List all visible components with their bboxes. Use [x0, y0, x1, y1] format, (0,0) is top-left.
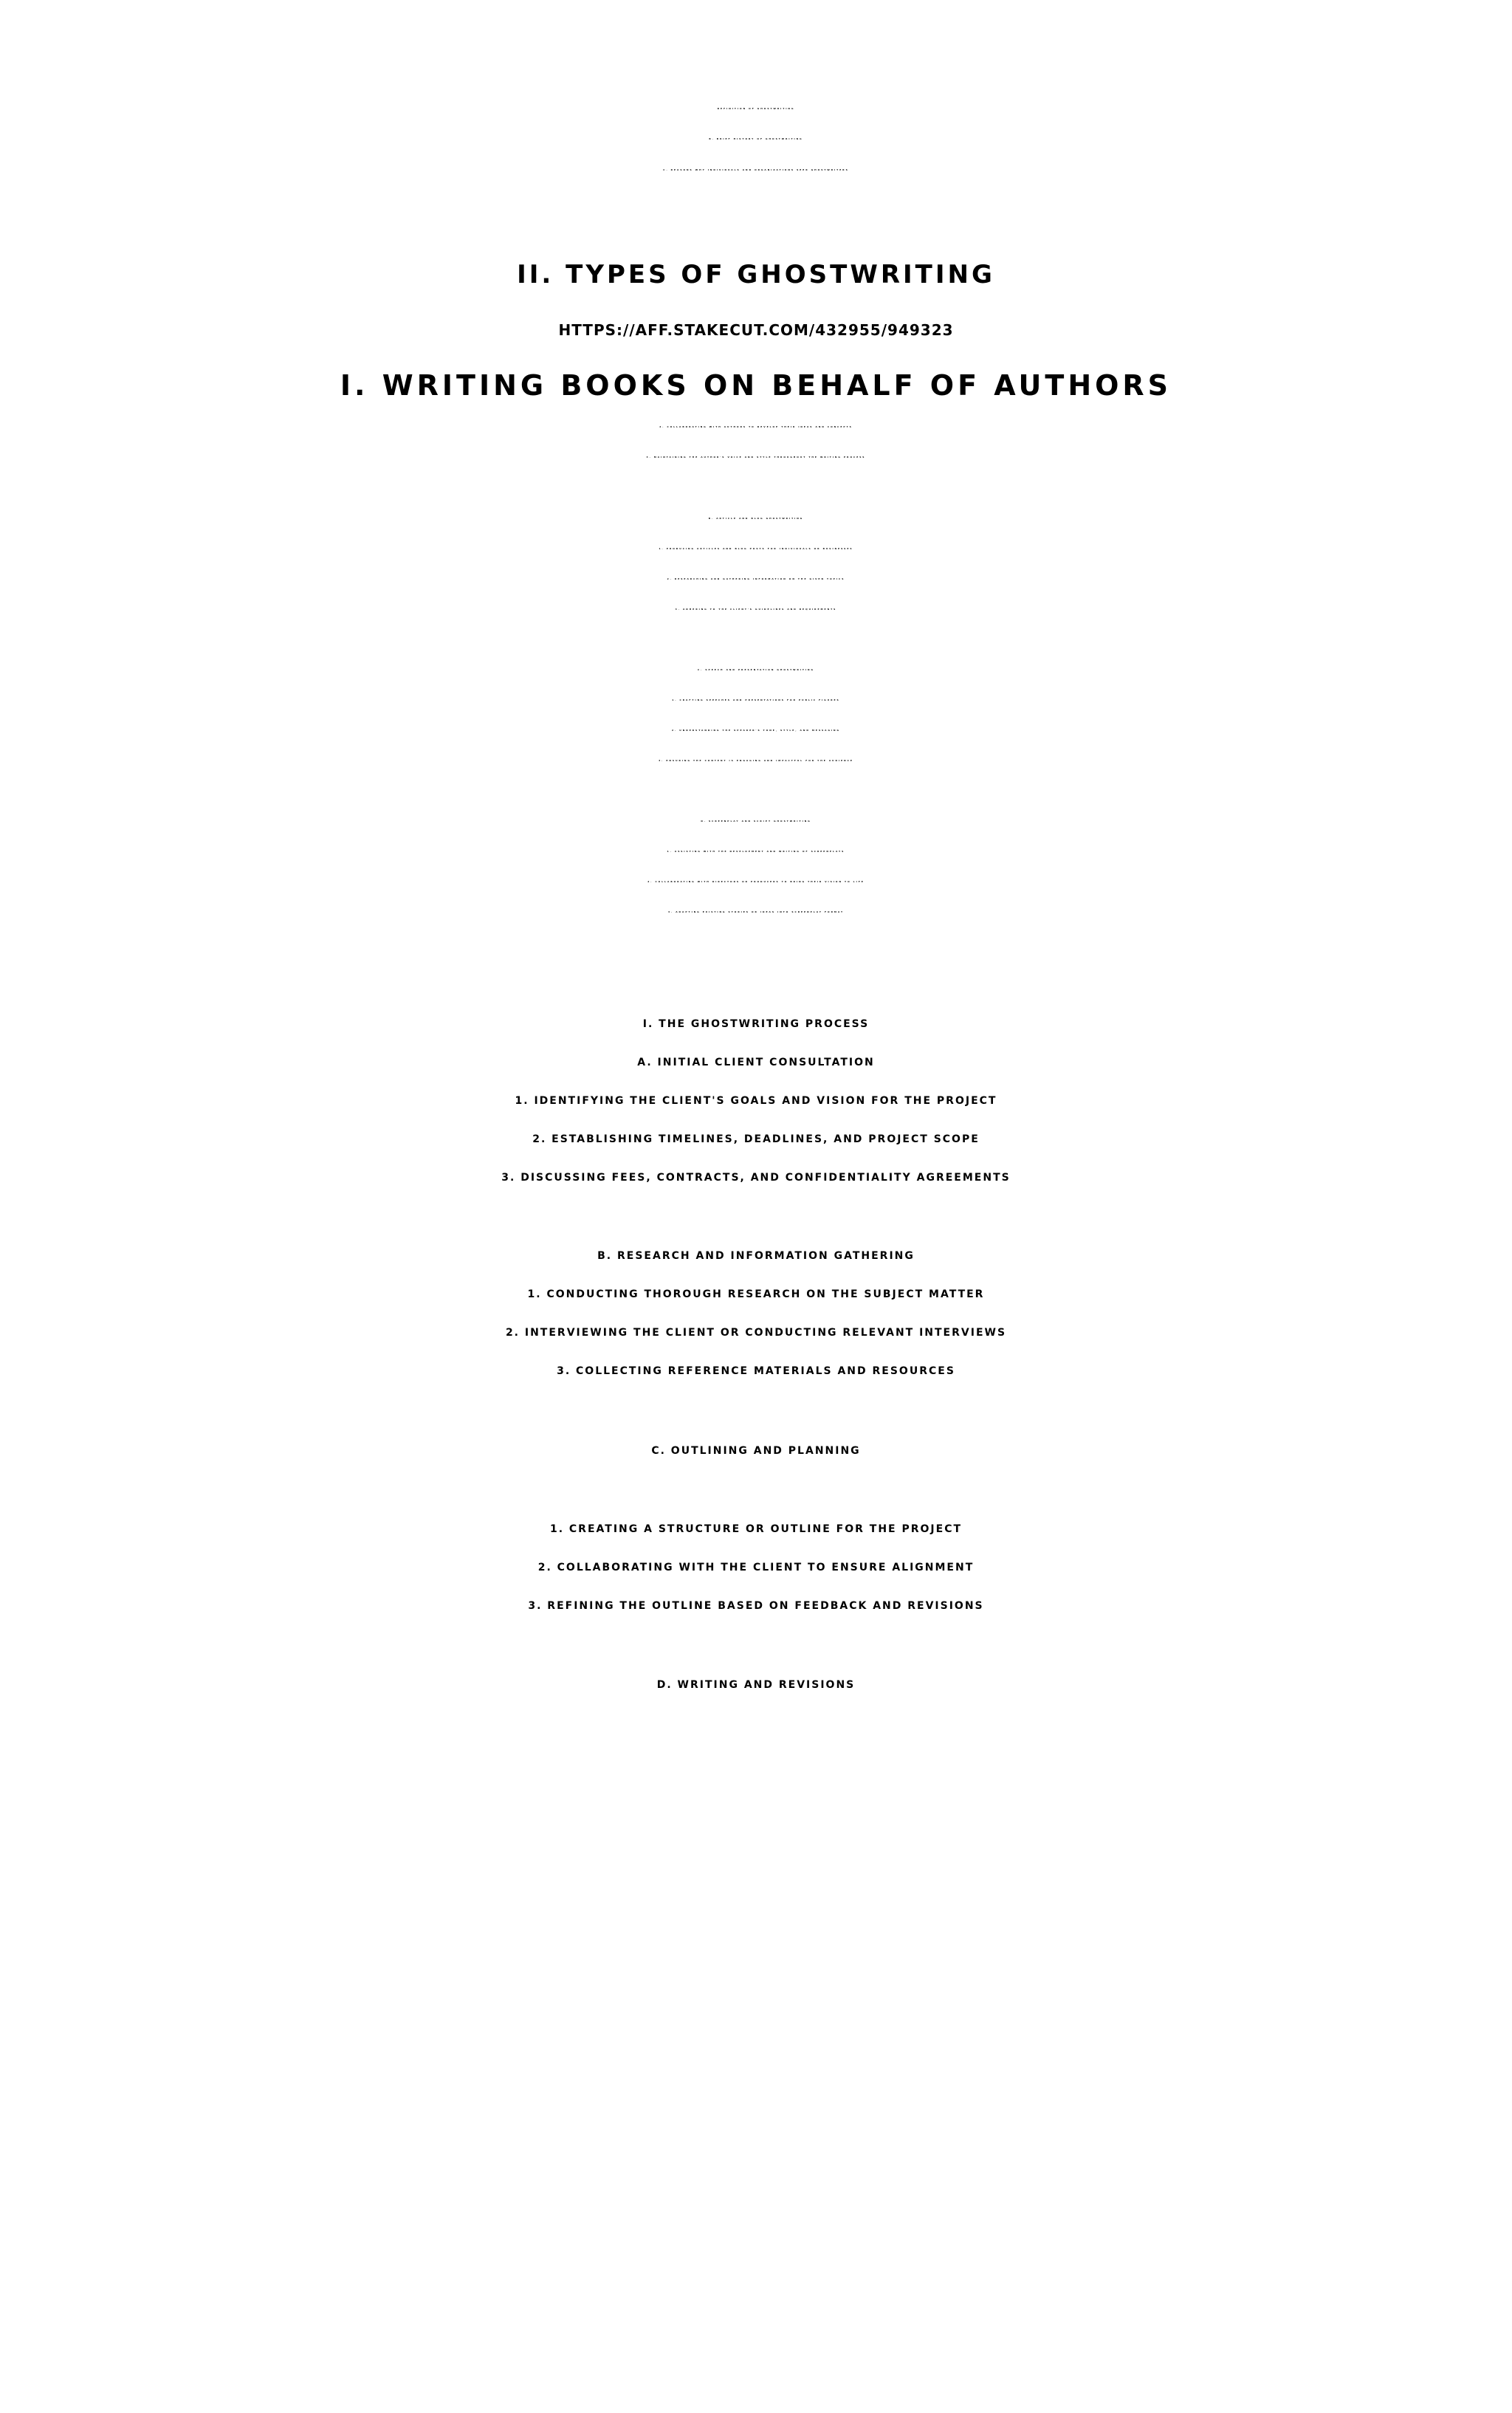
research-item-3: 3. COLLECTING REFERENCE MATERIALS AND RESOURCES	[557, 1365, 955, 1377]
books-item-3: 3. MAINTAINING THE AUTHOR'S VOICE AND STYLE THROUGHOUT THE WRITING PROCESS	[646, 456, 866, 459]
speech-item-3: 3. ENSURING THE CONTENT IS ENGAGING AND IMPACTFUL FOR THE AUDIENCE	[659, 759, 853, 762]
affiliate-link[interactable]: HTTPS://AFF.STAKECUT.COM/432955/949323	[558, 321, 954, 339]
consultation-item-1: 1. IDENTIFYING THE CLIENT'S GOALS AND VISION FOR THE PROJECT	[515, 1095, 997, 1107]
intro-definition: DEFINITION OF GHOSTWRITING	[717, 107, 795, 110]
outlining-item-3: 3. REFINING THE OUTLINE BASED ON FEEDBACK AND REVISIONS	[528, 1600, 984, 1612]
speech-item-1: 1. CRAFTING SPEECHES AND PRESENTATIONS FOR PUBLIC FIGURES	[672, 698, 840, 701]
section-heading-types: II. TYPES OF GHOSTWRITING	[517, 260, 995, 289]
books-title: I. WRITING BOOKS ON BEHALF OF AUTHORS	[340, 369, 1172, 402]
outlining-item-1: 1. CREATING A STRUCTURE OR OUTLINE FOR THE PROJECT	[549, 1523, 963, 1535]
consultation-item-3: 3. DISCUSSING FEES, CONTRACTS, AND CONFIDENTIALITY AGREEMENTS	[501, 1172, 1011, 1184]
books-item-2: 2. COLLABORATING WITH AUTHORS TO DEVELOP THEIR IDEAS AND CONCEPTS	[659, 425, 853, 428]
research-title: B. RESEARCH AND INFORMATION GATHERING	[597, 1250, 915, 1262]
screenplay-title: D. SCREENPLAY AND SCRIPT GHOSTWRITING	[701, 820, 811, 823]
outlining-item-2: 2. COLLABORATING WITH THE CLIENT TO ENSURE ALIGNMENT	[537, 1562, 975, 1573]
research-item-2: 2. INTERVIEWING THE CLIENT OR CONDUCTING RELEVANT INTERVIEWS	[505, 1327, 1007, 1339]
research-item-1: 1. CONDUCTING THOROUGH RESEARCH ON THE SUBJECT MATTER	[527, 1288, 985, 1300]
speech-title: C. SPEECH AND PRESENTATION GHOSTWRITING	[697, 668, 815, 671]
screenplay-item-2: 2. COLLABORATING WITH DIRECTORS OR PRODUCERS TO BRING THEIR VISION TO LIFE	[647, 880, 865, 883]
intro-history: B. BRIEF HISTORY OF GHOSTWRITING	[709, 137, 803, 140]
consultation-item-2: 2. ESTABLISHING TIMELINES, DEADLINES, AND PROJECT SCOPE	[532, 1133, 980, 1145]
affiliate-url[interactable]	[0, 323, 1512, 337]
section-heading-process: I. THE GHOSTWRITING PROCESS	[642, 1018, 870, 1030]
intro-reasons: C. REASONS WHY INDIVIDUALS AND ORGANIZATIONS SEEK GHOSTWRITERS	[663, 168, 849, 171]
article-item-2: 2. RESEARCHING AND GATHERING INFORMATION ON THE GIVEN TOPICS	[667, 577, 845, 580]
speech-item-2: 2. UNDERSTANDING THE SPEAKER'S TONE, STYLE, AND MESSAGING	[671, 729, 840, 732]
article-item-3: 3. ADHERING TO THE CLIENT'S GUIDELINES AND REQUIREMENTS	[675, 608, 837, 611]
article-item-1: 1. PRODUCING ARTICLES AND BLOG POSTS FOR INDIVIDUALS OR BUSINESSES	[659, 547, 853, 550]
screenplay-item-1: 1. ASSISTING WITH THE DEVELOPMENT AND WRITING OF SCREENPLAYS	[667, 850, 845, 853]
article-title: B. ARTICLE AND BLOG GHOSTWRITING	[708, 517, 804, 520]
outlining-title: C. OUTLINING AND PLANNING	[651, 1445, 861, 1457]
writing-title: D. WRITING AND REVISIONS	[656, 1679, 856, 1691]
consultation-title: A. INITIAL CLIENT CONSULTATION	[637, 1057, 875, 1068]
screenplay-item-3: 3. ADAPTING EXISTING STORIES OR IDEAS INTO SCREENPLAY FORMAT	[667, 910, 845, 913]
